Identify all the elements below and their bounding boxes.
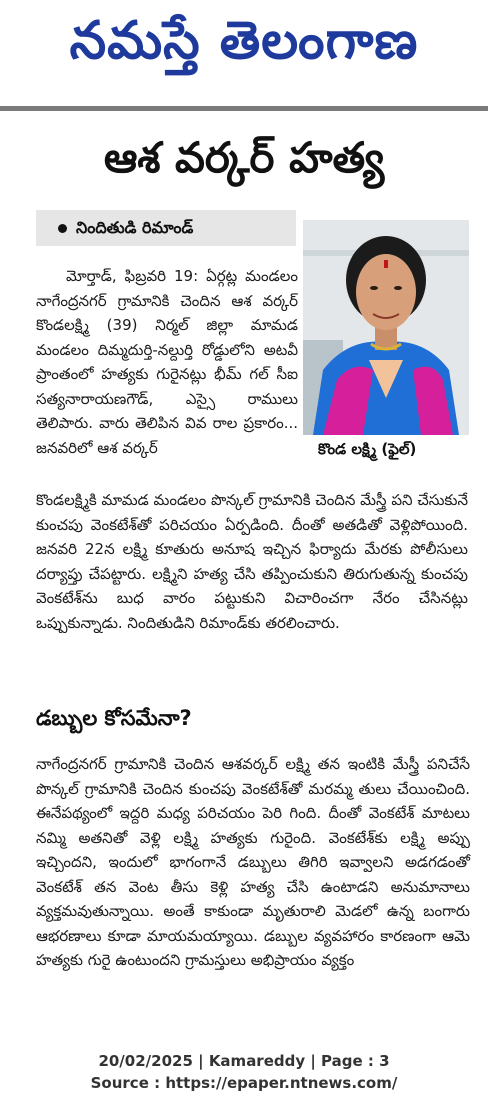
newspaper-title: నమస్తే తెలంగాణ	[69, 11, 419, 71]
article-paragraph-2: కొండలక్ష్మికి మామడ మండలం పొన్కల్ గ్రామానికి చెందిన మేస్త్రీ పని చేసుకునే కుంచపు వెంకటేశ్‌తో పరిచయం ఏర్పడింది. దీంతో అతడితో వెళ్లిపోయింది. జనవరి 22న లక్ష్మి కూతురు అనూష ఇచ్చిన ఫిర్యాదు మేరకు పోలీసులు దర్యాప్తు చేపట్టారు. లక్ష్మిని హత్య చేసి తప్పించుకుని తిరుగుతున్న కుంచపు వెంకటేశ్‌ను బుధ వారం పట్టుకుని విచారించగా నేరం చేసినట్లు ఒప్పుకున్నాడు. నిందితుడిని రిమాండ్‌కు తరలించారు.	[36, 491, 468, 632]
article-paragraph-1: మోర్తాడ్, ఫిబ్రవరి 19: ఏర్గట్ల మండలం నాగేంద్రనగర్ గ్రామానికి చెందిన ఆశ వర్కర్ కొండలక్ష్మి (39) నిర్మల్ జిల్లా మామడ మండలం దిమ్మదుర్తి-నల్దుర్తి రోడ్డులోని అటవీ ప్రాంతంలో హత్యకు గురైనట్లు భీమ్ గల్ సీఐ సత్యనారాయణగౌడ్, ఎస్సై రాములు తెలిపారు. వారు తెలిపిన వివ రాల ప్రకారం... జనవరిలో ఆశ వర్కర్	[36, 267, 298, 457]
masthead	[0, 0, 488, 86]
article-paragraph-3: నాగేంద్రనగర్ గ్రామానికి చెందిన ఆశవర్కర్ లక్ష్మి తన ఇంటికి మేస్త్రీ పనిచేసే పొన్కల్ గ్రామానికి చెందిన కుంచపు వెంకటేశ్‌తో మరమ్మ తులు చేయించింది. ఈనేపథ్యంలో ఇద్దరి మధ్య పరిచయం పెరి గింది. దీంతో వెంకటేశ్ మాటలు నమ్మి అతనితో వెళ్లి లక్ష్మి హత్యకు గురైంది. వెంకటేశ్‌కు లక్ష్మి అప్పు ఇచ్చిందని, ఇందులో భాగంగానే డబ్బులు తిగిరి ఇవ్వాలని అడగడంతో వెంకటేశ్ తన వెంట తీసు కెళ్లి హత్య చేసి ఉంటాడని అనుమానాలు వ్యక్తమవుతున్నాయి. అంతే కాకుండా మృతురాలి మెడలో ఉన్న బంగారు ఆభరణాలు కూడా మాయమయ్యాయి. డబ్బుల వ్యవహారం కారణంగా ఆమె హత్యకు గురై ఉంటుందని గ్రామస్తులు అభిప్రాయం వ్యక్తం	[36, 755, 470, 969]
photo-caption: కొండ లక్ష్మి (ఫైల్)	[318, 440, 417, 458]
portrait-illustration	[303, 220, 469, 435]
article-tag-text: నిందితుడి రిమాండ్	[76, 218, 194, 237]
source-link[interactable]: Source : https://epaper.ntnews.com/	[90, 1074, 398, 1092]
edition-info: 20/02/2025 | Kamareddy | Page : 3	[98, 1052, 390, 1070]
article-headline: ఆశ వర్కర్ హత్య	[103, 133, 385, 182]
bullet-icon	[58, 224, 67, 233]
article-subheading: డబ్బుల కోసమేనా?	[36, 706, 192, 730]
source-footer	[0, 1050, 488, 1094]
masthead-divider	[0, 106, 488, 111]
victim-photo	[303, 220, 469, 435]
article-tag	[36, 210, 296, 246]
